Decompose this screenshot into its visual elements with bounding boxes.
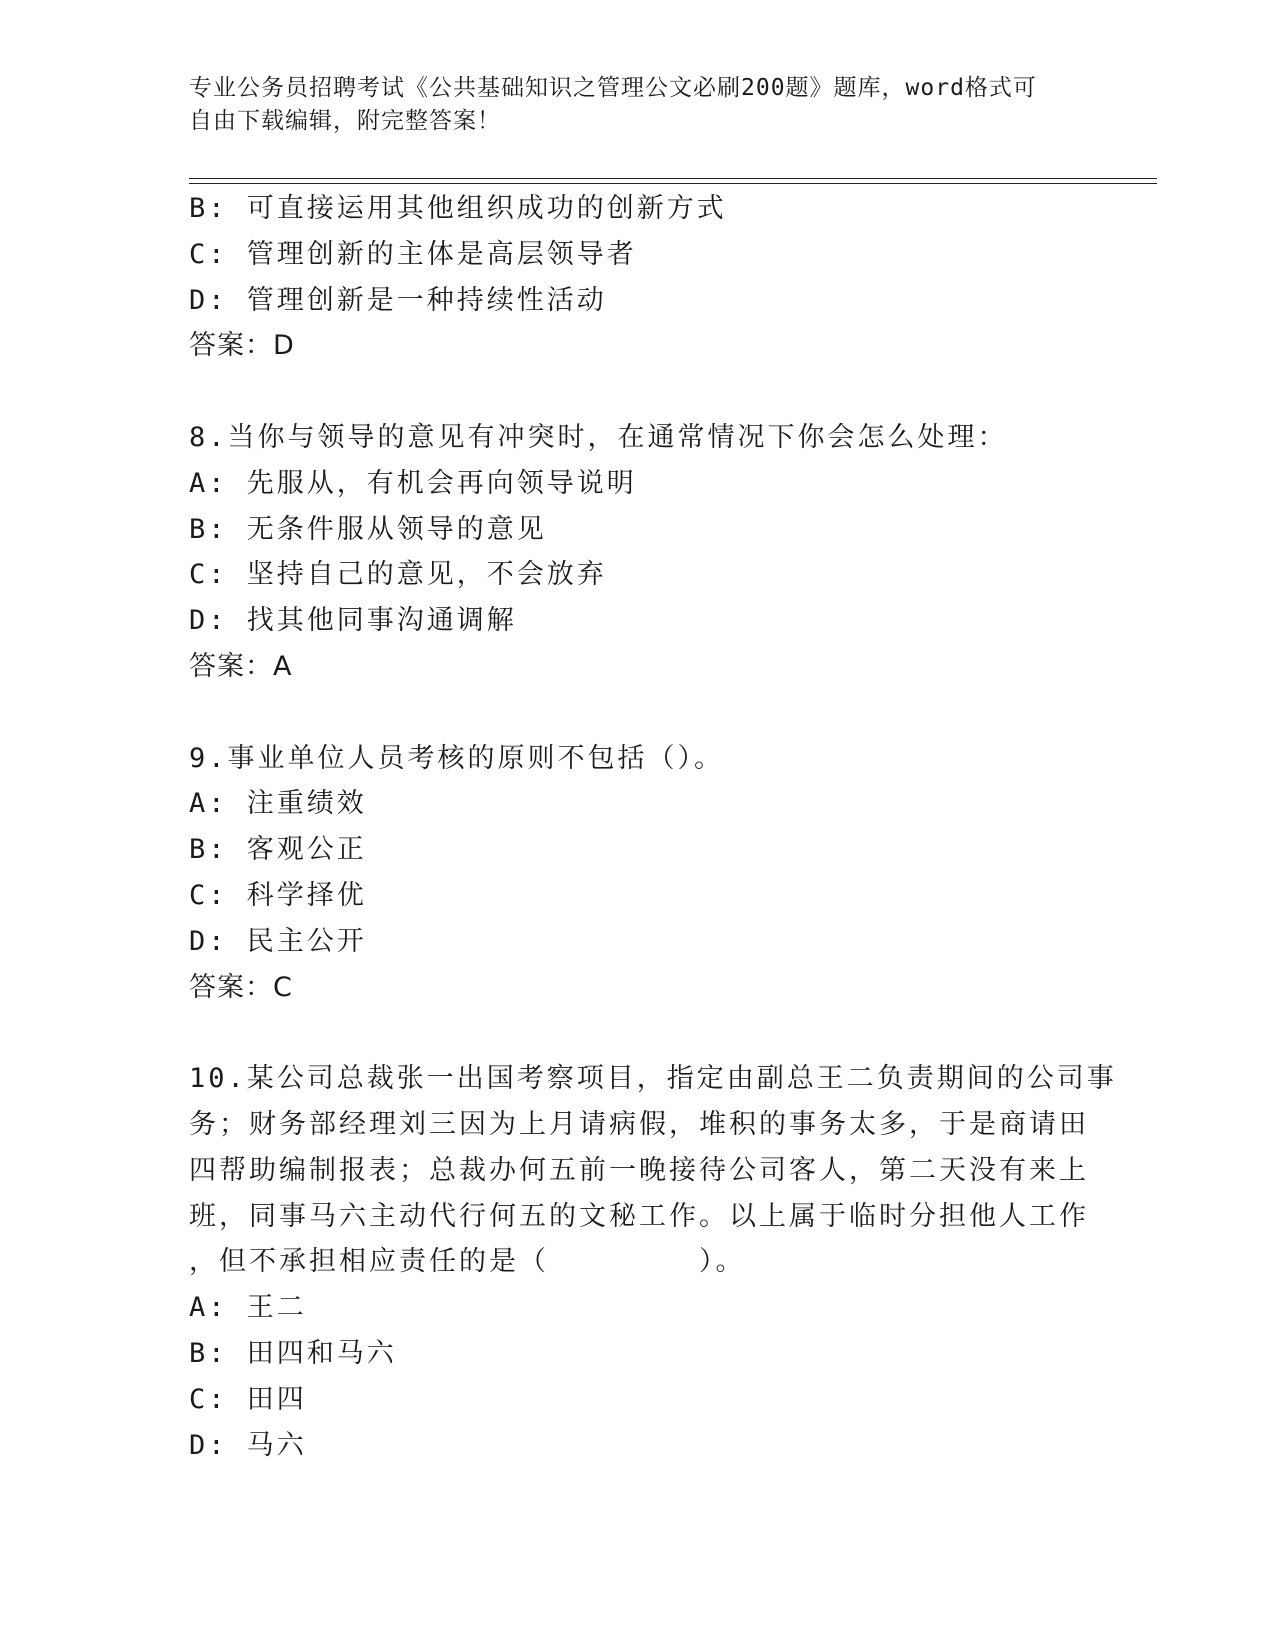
- option-d: D: 找其他同事沟通调解: [189, 605, 517, 637]
- spacer: [189, 369, 1109, 415]
- question-text-line-1: 10.某公司总裁张一出国考察项目，指定由副总王二负责期间的公司事: [189, 1063, 1117, 1095]
- option-b: B: 客观公正: [189, 834, 367, 866]
- option-a: A: 先服从，有机会再向领导说明: [189, 467, 637, 499]
- option-b: B: 可直接运用其他组织成功的创新方式: [189, 193, 727, 224]
- document-header: [189, 72, 1069, 138]
- answer: 答案：C: [189, 971, 293, 1003]
- question-text: 8.当你与领导的意见有冲突时，在通常情况下你会怎么处理：: [189, 421, 1008, 453]
- option-d: D: 管理创新是一种持续性活动: [189, 284, 607, 316]
- question-9: [189, 736, 1109, 1011]
- question-text-line-4: 班，同事马六主动代行何五的文秘工作。以上属于临时分担他人工作: [189, 1200, 1089, 1232]
- option-c: C: 坚持自己的意见，不会放弃: [189, 559, 607, 591]
- option-c: C: 田四: [189, 1383, 307, 1415]
- spacer: [189, 690, 1109, 736]
- question-list: [189, 186, 1117, 1468]
- header-line-2: 自由下载编辑，附完整答案！: [189, 108, 501, 134]
- question-text-line-3: 四帮助编制报表；总裁办何五前一晚接待公司客人，第二天没有来上: [189, 1154, 1089, 1186]
- question-text: 9.事业单位人员考核的原则不包括（）。: [189, 742, 725, 774]
- option-b: B: 无条件服从领导的意见: [189, 513, 547, 545]
- option-a: A: 王二: [189, 1292, 307, 1324]
- option-c: C: 管理创新的主体是高层领导者: [189, 238, 637, 270]
- option-d: D: 马六: [189, 1429, 307, 1461]
- option-c: C: 科学择优: [189, 879, 367, 911]
- option-d: D: 民主公开: [189, 925, 367, 957]
- question-8: [189, 415, 1109, 690]
- question-text-line-5: ，但不承担相应责任的是（ ）。: [189, 1246, 746, 1278]
- option-b: B: 田四和马六: [189, 1337, 397, 1369]
- spacer: [189, 1010, 1109, 1056]
- question-7: [189, 186, 1109, 369]
- header-line-1: 专业公务员招聘考试《公共基础知识之管理公文必刷200题》题库，word格式可: [189, 75, 1037, 101]
- header-divider: [189, 178, 1157, 184]
- answer: 答案：D: [189, 330, 295, 362]
- option-a: A: 注重绩效: [189, 788, 367, 820]
- question-10: [189, 1056, 1117, 1468]
- question-text-line-2: 务；财务部经理刘三因为上月请病假，堆积的事务太多，于是商请田: [189, 1108, 1089, 1140]
- answer: 答案：A: [189, 650, 293, 682]
